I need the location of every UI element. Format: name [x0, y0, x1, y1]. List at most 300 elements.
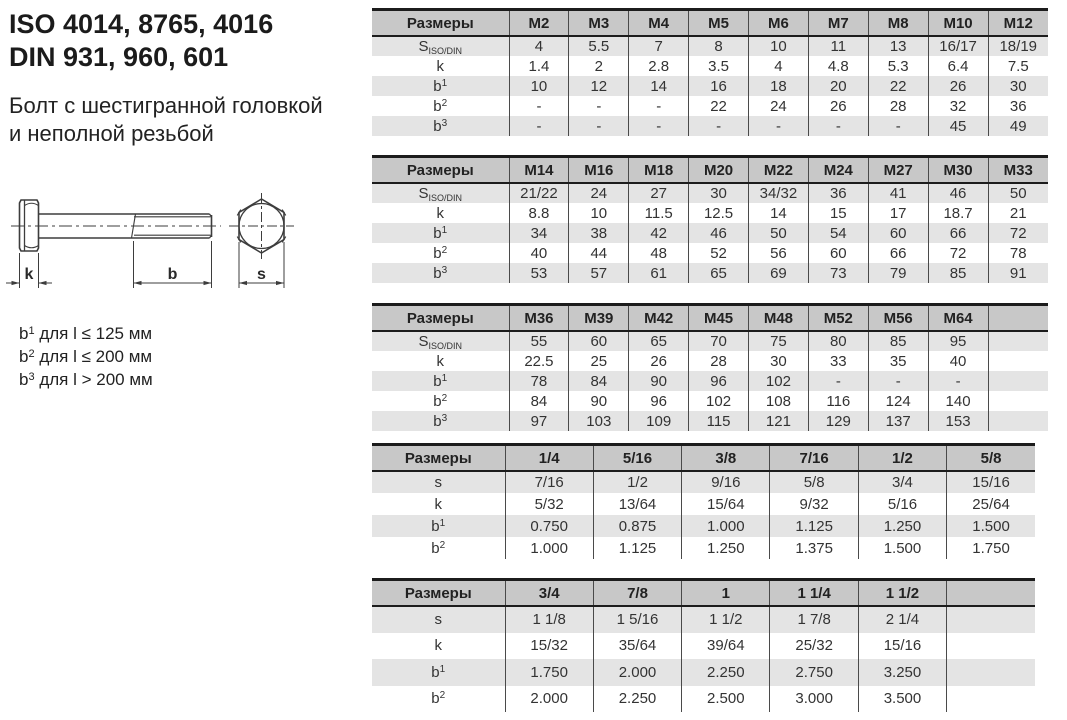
value-cell: 73 — [808, 263, 868, 283]
value-cell: 35 — [868, 351, 928, 371]
value-cell: - — [629, 96, 689, 116]
value-cell: 90 — [629, 371, 689, 391]
value-cell: 17 — [868, 203, 928, 223]
row-label: $b^1$ — [372, 659, 505, 686]
table-row — [372, 659, 1035, 686]
value-cell: 4.8 — [808, 56, 868, 76]
value-cell: 1.4 — [509, 56, 569, 76]
column-header: M42 — [629, 305, 689, 332]
value-cell: 7.5 — [988, 56, 1048, 76]
value-cell: 24 — [569, 183, 629, 203]
size-table-m36-m64-container — [372, 303, 1048, 431]
value-cell: 24 — [749, 96, 809, 116]
column-header: 7/8 — [593, 580, 681, 607]
value-cell: 7 — [629, 36, 689, 56]
value-cell: 8 — [689, 36, 749, 56]
value-cell: 34/32 — [749, 183, 809, 203]
value-cell: 153 — [928, 411, 988, 431]
column-header: M16 — [569, 157, 629, 184]
value-cell: 16/17 — [928, 36, 988, 56]
value-cell: 102 — [689, 391, 749, 411]
value-cell: 1.250 — [858, 515, 946, 537]
column-header: 7/16 — [770, 445, 858, 472]
value-cell: 33 — [808, 351, 868, 371]
header-label: Размеры — [372, 445, 505, 472]
value-cell: 1/2 — [593, 471, 681, 493]
value-cell: 108 — [749, 391, 809, 411]
value-cell: 50 — [749, 223, 809, 243]
value-cell: 57 — [569, 263, 629, 283]
value-cell: 95 — [928, 331, 988, 351]
value-cell: 137 — [868, 411, 928, 431]
value-cell: 26 — [808, 96, 868, 116]
value-cell: 75 — [749, 331, 809, 351]
column-header: M33 — [988, 157, 1048, 184]
value-cell: 121 — [749, 411, 809, 431]
value-cell — [988, 371, 1048, 391]
size-table-inch-1-container — [372, 443, 1035, 559]
value-cell: 1.750 — [947, 537, 1035, 559]
value-cell: 34 — [509, 223, 569, 243]
header-row — [372, 157, 1048, 184]
value-cell: 103 — [569, 411, 629, 431]
bolt-side-view — [11, 200, 221, 251]
value-cell: 5/16 — [858, 493, 946, 515]
value-cell: 44 — [569, 243, 629, 263]
header-label: Размеры — [372, 580, 505, 607]
value-cell: 46 — [689, 223, 749, 243]
row-label: $b^2$ — [431, 539, 446, 557]
column-header: 5/16 — [593, 445, 681, 472]
value-cell: 36 — [988, 96, 1048, 116]
value-cell: 69 — [749, 263, 809, 283]
column-header: M14 — [509, 157, 569, 184]
value-cell: 3.000 — [770, 686, 858, 713]
value-cell: 25/32 — [770, 633, 858, 660]
value-cell: 109 — [629, 411, 689, 431]
value-cell: 9/32 — [770, 493, 858, 515]
value-cell — [988, 331, 1048, 351]
value-cell: 15/16 — [947, 471, 1035, 493]
value-cell: 102 — [749, 371, 809, 391]
value-cell: 7/16 — [505, 471, 593, 493]
value-cell: 96 — [689, 371, 749, 391]
column-header: 1 1/4 — [770, 580, 858, 607]
header-row — [372, 10, 1048, 37]
table-row — [372, 471, 1035, 493]
note-b2-superscript: 2 — [28, 348, 35, 360]
value-cell — [988, 411, 1048, 431]
value-cell: 21/22 — [509, 183, 569, 203]
value-cell: 20 — [808, 76, 868, 96]
dimension-label-s: s — [257, 266, 266, 283]
standard-title-din: DIN 931, 960, 601 — [9, 42, 229, 72]
value-cell: 45 — [928, 116, 988, 136]
value-cell: 90 — [569, 391, 629, 411]
table-row — [372, 606, 1035, 633]
value-cell: 2.8 — [629, 56, 689, 76]
value-cell: 72 — [928, 243, 988, 263]
row-label: $b^3$ — [372, 411, 509, 431]
value-cell: 15/64 — [682, 493, 770, 515]
row-label: $b^3$ — [372, 116, 509, 136]
note-b1: $b^1$ для l ≤ 125 мм — [19, 324, 153, 343]
value-cell: 11 — [808, 36, 868, 56]
column-header: 3/4 — [505, 580, 593, 607]
value-cell: 0.750 — [505, 515, 593, 537]
value-cell: 2.750 — [770, 659, 858, 686]
value-cell: 5.5 — [569, 36, 629, 56]
value-cell: 70 — [689, 331, 749, 351]
value-cell: 116 — [808, 391, 868, 411]
value-cell: 32 — [928, 96, 988, 116]
column-header — [988, 305, 1048, 332]
dimension-label-b: b — [167, 266, 178, 283]
row-label: $b^2$ — [433, 244, 448, 262]
value-cell: 2.500 — [682, 686, 770, 713]
size-table-m2-m12 — [372, 8, 1048, 136]
value-cell: 66 — [868, 243, 928, 263]
value-cell: 79 — [868, 263, 928, 283]
value-cell: 84 — [509, 391, 569, 411]
value-cell: 27 — [629, 183, 689, 203]
value-cell: 30 — [749, 351, 809, 371]
value-cell: - — [808, 116, 868, 136]
value-cell: 15/16 — [858, 633, 946, 660]
row-label: k — [436, 57, 444, 75]
value-cell: 96 — [629, 391, 689, 411]
size-table-m2-m12-container — [372, 8, 1048, 136]
value-cell: 80 — [808, 331, 868, 351]
value-cell: 1.125 — [593, 537, 681, 559]
table-row — [372, 686, 1035, 713]
value-cell: 12.5 — [689, 203, 749, 223]
value-cell: 18.7 — [928, 203, 988, 223]
value-cell: 14 — [749, 203, 809, 223]
header-row — [372, 445, 1035, 472]
value-cell: 78 — [509, 371, 569, 391]
size-table-m14-m33-container — [372, 155, 1048, 283]
value-cell: 2.000 — [593, 659, 681, 686]
value-cell: 52 — [689, 243, 749, 263]
value-cell: - — [808, 371, 868, 391]
table-row — [372, 183, 1048, 203]
value-cell: 26 — [629, 351, 689, 371]
value-cell: 1 7/8 — [770, 606, 858, 633]
column-header: M56 — [868, 305, 928, 332]
row-label: $b^1$ — [372, 223, 509, 243]
column-header: M6 — [749, 10, 809, 37]
row-label: $b^2$ — [431, 690, 446, 708]
value-cell: 1.500 — [947, 515, 1035, 537]
table-row — [372, 36, 1048, 56]
product-description-line2: и неполной резьбой — [9, 121, 214, 146]
value-cell: 1.375 — [770, 537, 858, 559]
value-cell: 36 — [808, 183, 868, 203]
row-label: k — [434, 495, 442, 513]
value-cell: 5.3 — [868, 56, 928, 76]
row-label: $S_{ISO/DIN}$ — [372, 183, 509, 203]
table-row — [372, 371, 1048, 391]
standard-titles — [9, 8, 273, 74]
row-label: s — [372, 471, 505, 493]
value-cell: 0.875 — [593, 515, 681, 537]
value-cell: 49 — [988, 116, 1048, 136]
value-cell: 35/64 — [593, 633, 681, 660]
value-cell: 3.5 — [689, 56, 749, 76]
table-row — [372, 351, 1048, 371]
note-b3-superscript: 3 — [28, 371, 35, 383]
value-cell: 4 — [749, 56, 809, 76]
value-cell: 10 — [509, 76, 569, 96]
table-row — [372, 203, 1048, 223]
dimension-k — [6, 253, 52, 288]
value-cell — [947, 633, 1035, 660]
column-header: M3 — [569, 10, 629, 37]
value-cell: 56 — [749, 243, 809, 263]
value-cell: 60 — [868, 223, 928, 243]
value-cell: 22 — [689, 96, 749, 116]
column-header: M39 — [569, 305, 629, 332]
value-cell: 25/64 — [947, 493, 1035, 515]
row-label: s — [372, 606, 505, 633]
value-cell: 60 — [569, 331, 629, 351]
value-cell: 15/32 — [505, 633, 593, 660]
value-cell: 42 — [629, 223, 689, 243]
value-cell: 1.250 — [682, 537, 770, 559]
value-cell: 1.750 — [505, 659, 593, 686]
value-cell: 129 — [808, 411, 868, 431]
value-cell: 13/64 — [593, 493, 681, 515]
bolt-technical-drawing — [0, 185, 320, 315]
value-cell: 1.125 — [770, 515, 858, 537]
column-header: 5/8 — [947, 445, 1035, 472]
value-cell: 91 — [988, 263, 1048, 283]
size-table-inch-quarter-to-5-8 — [372, 443, 1035, 559]
size-table-inch-2-container — [372, 578, 1035, 712]
row-label: $b^1$ — [372, 371, 509, 391]
header-label: Размеры — [372, 10, 509, 37]
value-cell: 1 5/16 — [593, 606, 681, 633]
value-cell: 22.5 — [509, 351, 569, 371]
note-b3: $b^3$ для l > 200 мм — [19, 370, 153, 389]
value-cell: 84 — [569, 371, 629, 391]
value-cell: 78 — [988, 243, 1048, 263]
value-cell: - — [509, 96, 569, 116]
size-table-m14-m33 — [372, 155, 1048, 283]
value-cell: 3.500 — [858, 686, 946, 713]
column-header: M48 — [749, 305, 809, 332]
value-cell: - — [928, 371, 988, 391]
column-header: M30 — [928, 157, 988, 184]
table-row — [372, 411, 1048, 431]
product-description — [9, 92, 323, 148]
column-header: M52 — [808, 305, 868, 332]
value-cell: - — [629, 116, 689, 136]
dimension-label-k: k — [24, 266, 34, 283]
value-cell: 2.250 — [682, 659, 770, 686]
value-cell: 85 — [928, 263, 988, 283]
value-cell: 4 — [509, 36, 569, 56]
value-cell: 2 1/4 — [858, 606, 946, 633]
column-header: 1 1/2 — [858, 580, 946, 607]
value-cell — [947, 606, 1035, 633]
value-cell: 61 — [629, 263, 689, 283]
row-label: $S_{ISO/DIN}$ — [372, 36, 509, 56]
value-cell: 72 — [988, 223, 1048, 243]
column-header: M7 — [808, 10, 868, 37]
value-cell: 15 — [808, 203, 868, 223]
value-cell: - — [868, 371, 928, 391]
column-header: M45 — [689, 305, 749, 332]
table-row — [372, 515, 1035, 537]
value-cell: 1.000 — [682, 515, 770, 537]
value-cell: 2.250 — [593, 686, 681, 713]
value-cell: 5/32 — [505, 493, 593, 515]
value-cell: 48 — [629, 243, 689, 263]
value-cell: - — [868, 116, 928, 136]
table-row — [372, 633, 1035, 660]
value-cell: 1.500 — [858, 537, 946, 559]
value-cell: 53 — [509, 263, 569, 283]
header-row — [372, 305, 1048, 332]
note-b1-superscript: 1 — [28, 325, 35, 337]
value-cell: 25 — [569, 351, 629, 371]
value-cell: 140 — [928, 391, 988, 411]
table-row — [372, 96, 1048, 116]
value-cell: - — [569, 96, 629, 116]
column-header: M27 — [868, 157, 928, 184]
value-cell: 10 — [749, 36, 809, 56]
value-cell: 85 — [868, 331, 928, 351]
table-row — [372, 493, 1035, 515]
value-cell: 26 — [928, 76, 988, 96]
value-cell — [947, 686, 1035, 713]
table-row — [372, 263, 1048, 283]
table-row — [372, 56, 1048, 76]
value-cell: 10 — [569, 203, 629, 223]
value-cell: 39/64 — [682, 633, 770, 660]
value-cell: 21 — [988, 203, 1048, 223]
column-header: M8 — [868, 10, 928, 37]
value-cell: 11.5 — [629, 203, 689, 223]
value-cell: 65 — [689, 263, 749, 283]
column-header: M64 — [928, 305, 988, 332]
column-header: 3/8 — [682, 445, 770, 472]
dimension-b — [134, 241, 212, 288]
value-cell: 38 — [569, 223, 629, 243]
column-header: M20 — [689, 157, 749, 184]
column-header: M22 — [749, 157, 809, 184]
value-cell: 1 1/8 — [505, 606, 593, 633]
value-cell: 3.250 — [858, 659, 946, 686]
value-cell: 28 — [868, 96, 928, 116]
value-cell: 2.000 — [505, 686, 593, 713]
column-header: 1/2 — [858, 445, 946, 472]
value-cell: 9/16 — [682, 471, 770, 493]
table-row — [372, 391, 1048, 411]
value-cell: 46 — [928, 183, 988, 203]
value-cell: 54 — [808, 223, 868, 243]
row-label: $b^3$ — [372, 263, 509, 283]
column-header — [947, 580, 1035, 607]
value-cell: 60 — [808, 243, 868, 263]
value-cell: 18 — [749, 76, 809, 96]
value-cell — [988, 391, 1048, 411]
table-row — [372, 116, 1048, 136]
product-description-line1: Болт с шестигранной головкой — [9, 93, 323, 118]
value-cell: 3/4 — [858, 471, 946, 493]
value-cell: - — [569, 116, 629, 136]
value-cell: 12 — [569, 76, 629, 96]
note-b2: $b^2$ для l ≤ 200 мм — [19, 347, 153, 366]
column-header: M5 — [689, 10, 749, 37]
table-row — [372, 223, 1048, 243]
value-cell: 28 — [689, 351, 749, 371]
value-cell: 8.8 — [509, 203, 569, 223]
value-cell: 55 — [509, 331, 569, 351]
row-label: k — [436, 204, 444, 222]
value-cell: 1.000 — [505, 537, 593, 559]
column-header: M2 — [509, 10, 569, 37]
value-cell: 2 — [569, 56, 629, 76]
value-cell: 66 — [928, 223, 988, 243]
row-label: $b^1$ — [372, 76, 509, 96]
value-cell: 16 — [689, 76, 749, 96]
row-label: $b^1$ — [372, 515, 505, 537]
value-cell: 40 — [509, 243, 569, 263]
row-label: $b^2$ — [433, 97, 448, 115]
value-cell: 115 — [689, 411, 749, 431]
value-cell: - — [689, 116, 749, 136]
row-label: k — [436, 352, 444, 370]
value-cell: 124 — [868, 391, 928, 411]
size-table-m36-m64 — [372, 303, 1048, 431]
value-cell: 6.4 — [928, 56, 988, 76]
value-cell: 97 — [509, 411, 569, 431]
row-label: k — [434, 637, 442, 655]
value-cell: 13 — [868, 36, 928, 56]
value-cell: 30 — [988, 76, 1048, 96]
value-cell: 1 1/2 — [682, 606, 770, 633]
value-cell — [947, 659, 1035, 686]
header-label: Размеры — [372, 157, 509, 184]
column-header: 1/4 — [505, 445, 593, 472]
row-label: $S_{ISO/DIN}$ — [372, 331, 509, 351]
value-cell: 40 — [928, 351, 988, 371]
value-cell: 65 — [629, 331, 689, 351]
value-cell: 22 — [868, 76, 928, 96]
table-row — [372, 537, 1035, 559]
header-label: Размеры — [372, 305, 509, 332]
column-header: M4 — [629, 10, 689, 37]
column-header: 1 — [682, 580, 770, 607]
column-header: M18 — [629, 157, 689, 184]
length-notes — [19, 321, 153, 390]
column-header: M36 — [509, 305, 569, 332]
column-header: M10 — [928, 10, 988, 37]
standard-title-iso: ISO 4014, 8765, 4016 — [9, 9, 274, 39]
column-header: M12 — [988, 10, 1048, 37]
header-row — [372, 580, 1035, 607]
table-row — [372, 76, 1048, 96]
table-row — [372, 243, 1048, 263]
size-table-inch-3-4-to-1-1-2 — [372, 578, 1035, 712]
value-cell: 5/8 — [770, 471, 858, 493]
value-cell: - — [509, 116, 569, 136]
value-cell — [988, 351, 1048, 371]
column-header: M24 — [808, 157, 868, 184]
